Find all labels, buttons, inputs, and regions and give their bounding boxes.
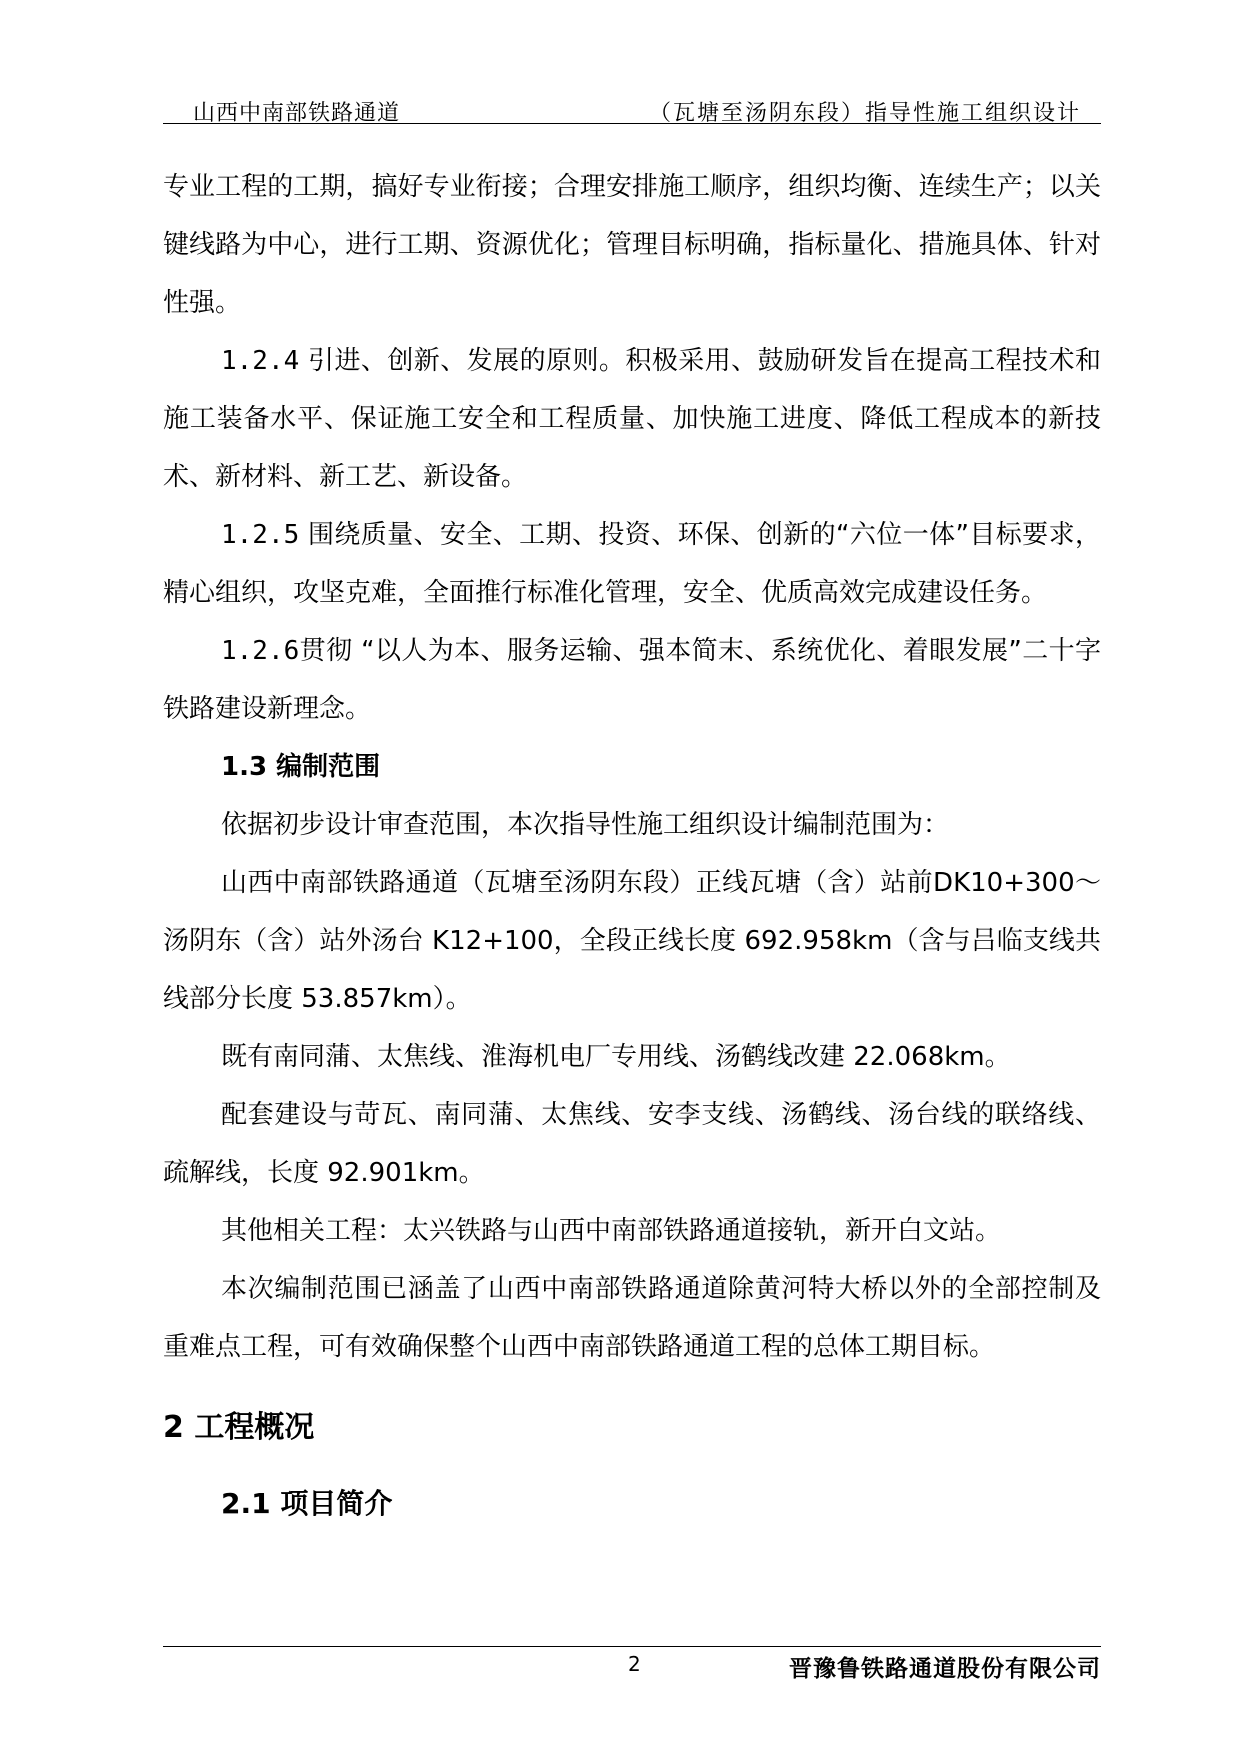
clause-number: 1.2.5 (221, 520, 300, 550)
chapter-heading-2: 2 工程概况 (163, 1410, 315, 1445)
clause-text: 贯彻 “以人为本、服务运输、强本简末、系统优化、着眼发展”二十字铁路建设新理念。 (163, 636, 1101, 724)
paragraph-scope-summary: 本次编制范围已涵盖了山西中南部铁路通道除黄河特大桥以外的全部控制及重难点工程，可有效确保整个山西中南部铁路通道工程的总体工期目标。 (163, 1274, 1101, 1362)
clause-number: 1.2.4 (221, 346, 300, 376)
clause-number: 1.2.6 (221, 636, 300, 666)
paragraph-1-2-6 (163, 622, 1101, 738)
paragraph-1-2-4 (163, 332, 1101, 506)
page-number: 2 (628, 1652, 641, 1676)
clause-text: 围绕质量、安全、工期、投资、环保、创新的“六位一体”目标要求，精心组织，攻坚克难，全面推行标准化管理，安全、优质高效完成建设任务。 (163, 520, 1101, 608)
document-body (163, 158, 1101, 1534)
section-heading-2-1: 2.1 项目简介 (221, 1487, 393, 1520)
paragraph-continued: 专业工程的工期，搞好专业衔接；合理安排施工顺序，组织均衡、连续生产；以关键线路为中心，进行工期、资源优化；管理目标明确，指标量化、措施具体、针对性强。 (163, 172, 1101, 318)
paragraph-related-works: 其他相关工程：太兴铁路与山西中南部铁路通道接轨，新开白文站。 (221, 1216, 1002, 1246)
footer-divider (163, 1646, 1101, 1647)
section-heading-1-3: 1.3 编制范围 (221, 752, 381, 782)
paragraph-connecting-lines: 配套建设与苛瓦、南同蒲、太焦线、安李支线、汤鹤线、汤台线的联络线、疏解线，长度 92.901km。 (163, 1100, 1101, 1188)
header-left-title: 山西中南部铁路通道 (193, 101, 401, 126)
header-divider (163, 123, 1101, 124)
header-right-title: （瓦塘至汤阴东段）指导性施工组织设计 (648, 101, 1081, 126)
clause-text: 引进、创新、发展的原则。积极采用、鼓励研发旨在提高工程技术和施工装备水平、保证施工安全和工程质量、加快施工进度、降低工程成本的新技术、新材料、新工艺、新设备。 (163, 346, 1101, 492)
paragraph-main-line-scope: 山西中南部铁路通道（瓦塘至汤阴东段）正线瓦塘（含）站前DK10+300～汤阴东（含）站外汤台 K12+100，全段正线长度 692.958km（含与吕临支线共线部分长度 53.857km）。 (163, 868, 1101, 1014)
paragraph-1-2-5 (163, 506, 1101, 622)
footer-company-name: 晋豫鲁铁路通道股份有限公司 (789, 1656, 1101, 1682)
paragraph-existing-lines: 既有南同蒲、太焦线、淮海机电厂专用线、汤鹤线改建 22.068km。 (221, 1042, 1011, 1072)
paragraph-scope-intro: 依据初步设计审查范围，本次指导性施工组织设计编制范围为： (221, 810, 950, 840)
